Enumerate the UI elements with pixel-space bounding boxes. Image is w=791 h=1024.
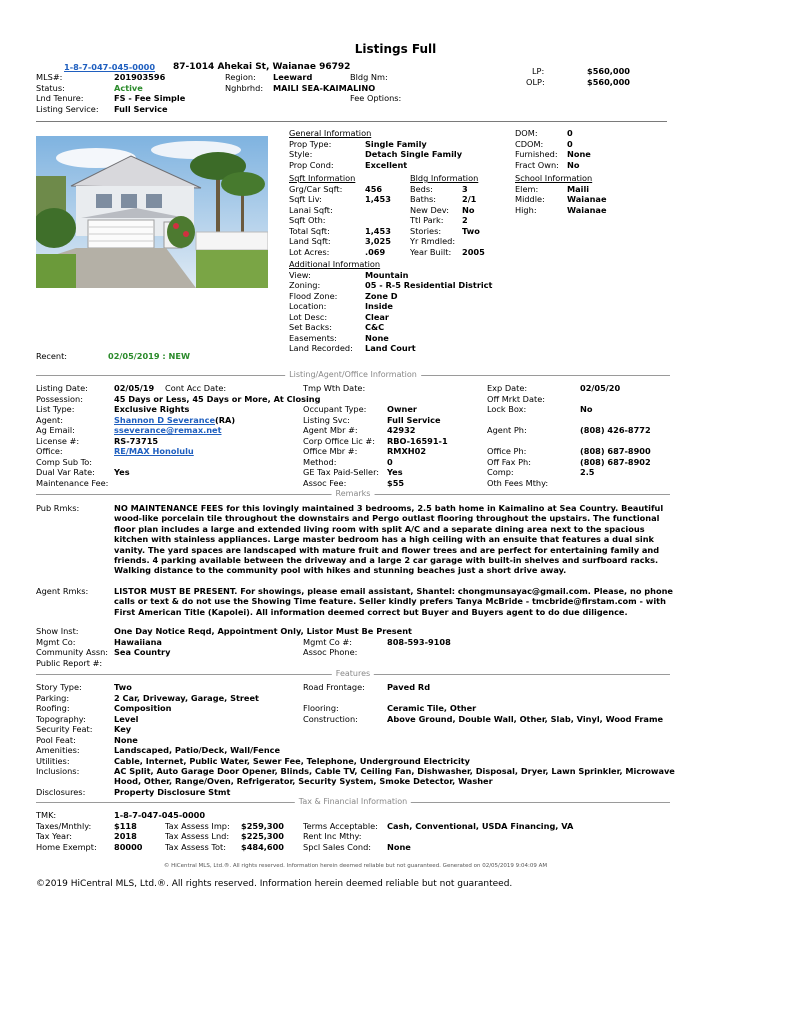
parking-value: 2 Car, Driveway, Garage, Street bbox=[114, 692, 259, 703]
lot-acres-value: .069 bbox=[365, 246, 386, 257]
agent-suffix: (RA) bbox=[215, 414, 236, 425]
roofing-value: Composition bbox=[114, 703, 172, 713]
location-value: Inside bbox=[365, 301, 393, 311]
occupant-value: Owner bbox=[387, 404, 417, 414]
nghbrhd-label: Nghbrhd: bbox=[225, 82, 264, 93]
beds-value: 3 bbox=[462, 183, 468, 194]
dual-var-label: Dual Var Rate: bbox=[36, 467, 95, 477]
agent-name-link[interactable]: Shannon D Severance bbox=[114, 414, 215, 425]
setbacks-label: Set Backs: bbox=[289, 322, 332, 332]
lock-box-label: Lock Box: bbox=[487, 404, 527, 414]
view-label: View: bbox=[289, 269, 311, 280]
office-link[interactable]: RE/MAX Honolulu bbox=[114, 446, 194, 456]
page-title: Listings Full bbox=[354, 42, 437, 56]
cdom-label: CDOM: bbox=[515, 138, 544, 149]
ttl-park-value: 2 bbox=[462, 215, 468, 225]
bldg-heading: Bldg Information bbox=[410, 173, 479, 183]
road-frontage-value: Paved Rd bbox=[387, 682, 431, 692]
bldg-label: Bldg Nm: bbox=[350, 72, 388, 82]
assess-lnd-label: Tax Assess Lnd: bbox=[165, 831, 230, 841]
region-label: Region: bbox=[225, 72, 256, 82]
lock-box-value: No bbox=[580, 404, 593, 414]
sqft-oth-label: Sqft Oth: bbox=[289, 215, 326, 225]
topography-value: Level bbox=[114, 713, 139, 724]
land-recorded-value: Land Court bbox=[365, 343, 416, 353]
flood-label: Flood Zone: bbox=[289, 290, 338, 301]
off-fax-label: Off Fax Ph: bbox=[487, 456, 531, 467]
dual-var-value: Yes bbox=[114, 467, 130, 477]
elem-value: Maili bbox=[567, 183, 590, 194]
corp-lic-label: Corp Office Lic #: bbox=[303, 435, 375, 446]
terms-value: Cash, Conventional, USDA Financing, VA bbox=[387, 820, 574, 831]
comp-sub-label: Comp Sub To: bbox=[36, 456, 93, 467]
inclusions-value: AC Split, Auto Garage Door Opener, Blinds, Cable TV, Ceiling Fan, Dishwasher, Disposal, Dryer, Lawn Sprinkler, Microwave Hood, Other, Range/Oven, Refrigerator, Security System, Smoke Detector, Washer bbox=[114, 766, 675, 787]
agent-label: Agent: bbox=[36, 414, 63, 425]
prop-type-label: Prop Type: bbox=[289, 138, 332, 149]
amenities-label: Amenities: bbox=[36, 745, 80, 755]
community-assn-value: Sea Country bbox=[114, 647, 171, 657]
license-label: License #: bbox=[36, 435, 80, 446]
rent-inc-label: Rent Inc Mthy: bbox=[303, 831, 362, 841]
assess-tot-value: $484,600 bbox=[241, 841, 284, 852]
dom-label: DOM: bbox=[515, 128, 538, 138]
ag-email-label: Ag Email: bbox=[36, 425, 75, 435]
office-mbr-label: Office Mbr #: bbox=[303, 446, 358, 456]
taxes-label: Taxes/Mnthly: bbox=[36, 820, 92, 831]
tenure-value: FS - Fee Simple bbox=[114, 93, 186, 103]
lp-label: LP: bbox=[532, 66, 545, 76]
flooring-value: Ceramic Tile, Other bbox=[387, 703, 477, 713]
pub-rmks-label: Pub Rmks: bbox=[36, 503, 80, 513]
assess-imp-value: $259,300 bbox=[241, 820, 284, 831]
lot-acres-label: Lot Acres: bbox=[289, 246, 330, 257]
mgmt-co-label: Mgmt Co: bbox=[36, 636, 76, 647]
middle-value: Waianae bbox=[567, 194, 607, 204]
features-section-divider bbox=[36, 669, 670, 679]
tmk-value: 1-8-7-047-045-0000 bbox=[114, 810, 206, 820]
assess-lnd-value: $225,300 bbox=[241, 831, 284, 841]
tmk-link[interactable]: 1-8-7-047-045-0000 bbox=[64, 62, 156, 72]
listing-date-value: 02/05/19 bbox=[114, 383, 155, 393]
utilities-label: Utilities: bbox=[36, 755, 70, 766]
property-address: 87-1014 Ahekai St, Waianae 96792 bbox=[173, 62, 351, 72]
agent-section-divider bbox=[36, 370, 670, 380]
beds-label: Beds: bbox=[410, 183, 433, 194]
setbacks-value: C&C bbox=[365, 322, 385, 332]
corp-lic-value: RBO-16591-1 bbox=[387, 435, 448, 446]
cond-label: Prop Cond: bbox=[289, 159, 334, 170]
fract-own-label: Fract Own: bbox=[515, 159, 559, 170]
school-heading: School Information bbox=[515, 173, 593, 183]
pub-remarks-text: NO MAINTENANCE FEES for this lovingly maintained 3 bedrooms, 2.5 bath home in Kaimalino at Sea Country. Beautiful wood-like porcelain tile throughout the downstairs and Pergo outlast flooring throughout the upstairs. The functional floor plan includes a large and extended living room with split A/C and a separate dining area next to the spacious kitchen with stainless appliances. Large master bedroom has a high ceiling with an ensuite that features a dual sink vanity. The yard spaces are landscaped with mature fruit and flower trees and are perfect for entertaining family and friends. 4 parking available between the driveway and a large 2 car garage with built-in shelves and surfboard racks. Walking distance to the community pool with hikes and stunning beaches just a short drive away. bbox=[114, 503, 664, 576]
office-label: Office: bbox=[36, 446, 63, 456]
service-label: Listing Service: bbox=[36, 103, 99, 114]
flood-value: Zone D bbox=[365, 290, 398, 301]
land-sqft-value: 3,025 bbox=[365, 236, 391, 246]
comp-label: Comp: bbox=[487, 467, 514, 477]
agent-mbr-label: Agent Mbr #: bbox=[303, 425, 358, 435]
agent-ph-label: Agent Ph: bbox=[487, 425, 527, 435]
roofing-label: Roofing: bbox=[36, 703, 70, 713]
community-assn-label: Community Assn: bbox=[36, 647, 109, 657]
prop-type-value: Single Family bbox=[365, 138, 427, 149]
amenities-value: Landscaped, Patio/Deck, Wall/Fence bbox=[114, 745, 281, 755]
spcl-sales-label: Spcl Sales Cond: bbox=[303, 841, 372, 852]
mgmt-co-no-value: 808-593-9108 bbox=[387, 636, 451, 647]
furnished-value: None bbox=[567, 149, 591, 159]
construction-value: Above Ground, Double Wall, Other, Slab, Vinyl, Wood Frame bbox=[387, 713, 664, 724]
lp-value: $560,000 bbox=[587, 66, 630, 76]
baths-label: Baths: bbox=[410, 194, 437, 204]
style-label: Style: bbox=[289, 149, 313, 159]
tax-year-value: 2018 bbox=[114, 831, 137, 841]
assoc-fee-label: Assoc Fee: bbox=[303, 477, 347, 488]
agent-ph-value: (808) 426-8772 bbox=[580, 425, 651, 435]
maintenance-fee-label: Maintenance Fee: bbox=[36, 477, 109, 488]
office-ph-value: (808) 687-8900 bbox=[580, 446, 651, 456]
recent-label: Recent: bbox=[36, 351, 68, 361]
mls-label: MLS#: bbox=[36, 72, 63, 82]
land-recorded-label: Land Recorded: bbox=[289, 343, 353, 353]
tmk-label: TMK: bbox=[36, 810, 57, 820]
home-exempt-label: Home Exempt: bbox=[36, 841, 97, 852]
listing-date-label: Listing Date: bbox=[36, 383, 88, 393]
agent-rmks-label: Agent Rmks: bbox=[36, 586, 89, 596]
fract-own-value: No bbox=[567, 159, 580, 170]
disclosures-value: Property Disclosure Stmt bbox=[114, 787, 231, 797]
construction-label: Construction: bbox=[303, 713, 358, 724]
listing-svc-value: Full Service bbox=[387, 414, 441, 425]
method-label: Method: bbox=[303, 456, 337, 467]
comp-value: 2.5 bbox=[580, 467, 595, 477]
remarks-section-title: Remarks bbox=[332, 489, 375, 499]
mgmt-co-value: Hawaiiana bbox=[114, 636, 162, 647]
public-report-label: Public Report #: bbox=[36, 657, 103, 668]
list-type-value: Exclusive Rights bbox=[114, 404, 190, 414]
location-label: Location: bbox=[289, 301, 327, 311]
lanai-label: Lanai Sqft: bbox=[289, 204, 333, 215]
tmp-wth-label: Tmp Wth Date: bbox=[303, 383, 366, 393]
view-value: Mountain bbox=[365, 269, 409, 280]
spcl-sales-value: None bbox=[387, 841, 411, 852]
story-type-value: Two bbox=[114, 682, 132, 692]
security-value: Key bbox=[114, 724, 132, 734]
road-frontage-label: Road Frontage: bbox=[303, 682, 365, 692]
utilities-value: Cable, Internet, Public Water, Sewer Fee, Telephone, Underground Electricity bbox=[114, 755, 471, 766]
assess-tot-label: Tax Assess Tot: bbox=[165, 841, 226, 852]
mls-value: 201903596 bbox=[114, 72, 166, 82]
dom-value: 0 bbox=[567, 128, 573, 138]
story-type-label: Story Type: bbox=[36, 682, 82, 692]
status-value: Active bbox=[114, 82, 143, 93]
elem-label: Elem: bbox=[515, 183, 539, 194]
tax-year-label: Tax Year: bbox=[36, 831, 73, 841]
license-value: RS-73715 bbox=[114, 435, 159, 446]
pool-label: Pool Feat: bbox=[36, 734, 76, 745]
sqft-liv-label: Sqft Liv: bbox=[289, 194, 322, 204]
new-dev-label: New Dev: bbox=[410, 204, 449, 215]
status-label: Status: bbox=[36, 82, 65, 93]
lot-desc-value: Clear bbox=[365, 311, 389, 322]
exp-date-label: Exp Date: bbox=[487, 383, 528, 393]
copyright-footer: ©2019 HiCentral MLS, Ltd.®. All rights reserved. Information herein deemed reliable but not guaranteed. bbox=[36, 879, 513, 889]
ge-tax-label: GE Tax Paid-Seller: bbox=[303, 467, 380, 477]
cond-value: Excellent bbox=[365, 159, 408, 170]
tenure-label: Lnd Tenure: bbox=[36, 93, 84, 103]
year-built-label: Year Built: bbox=[410, 246, 452, 257]
occupant-label: Occupant Type: bbox=[303, 404, 367, 414]
topography-label: Topography: bbox=[36, 713, 86, 724]
sqft-liv-value: 1,453 bbox=[365, 194, 391, 204]
generated-note: © HiCentral MLS, Ltd.®. All rights reserved. Information herein deemed reliable but not guaranteed. Generated on 02/05/2019 9:04:09 AM bbox=[163, 863, 548, 869]
agent-remarks-text: LISTOR MUST BE PRESENT. For showings, please email assistant, Shantel: chongmunsayac@gmail.com. Please, no phone calls or text & do not use the Showing Time feature. Seller kindly prefers Tanya McBride - tmcbride@firstam.com - with First American Title (Kapolei). All information deemed correct but Buyer and Buyers agent to do due diligence. bbox=[114, 586, 673, 617]
possession-label: Possession: bbox=[36, 393, 83, 404]
region-value: Leeward bbox=[273, 72, 313, 82]
stories-label: Stories: bbox=[410, 225, 442, 236]
yr-rmdled-label: Yr Rmdled: bbox=[410, 236, 456, 246]
tax-section-title: Tax & Financial Information bbox=[295, 797, 411, 807]
easements-label: Easements: bbox=[289, 332, 337, 343]
year-built-value: 2005 bbox=[462, 246, 485, 257]
land-sqft-label: Land Sqft: bbox=[289, 236, 331, 246]
ge-tax-value: Yes bbox=[387, 467, 403, 477]
agent-section-title: Listing/Agent/Office Information bbox=[285, 370, 421, 380]
service-value: Full Service bbox=[114, 103, 168, 114]
total-sqft-value: 1,453 bbox=[365, 225, 391, 236]
nghbrhd-value: MAILI SEA-KAIMALINO bbox=[273, 82, 376, 93]
olp-value: $560,000 bbox=[587, 77, 630, 87]
olp-label: OLP: bbox=[526, 77, 545, 87]
cdom-value: 0 bbox=[567, 138, 573, 149]
off-fax-value: (808) 687-8902 bbox=[580, 456, 651, 467]
list-type-label: List Type: bbox=[36, 404, 75, 414]
ag-email-link[interactable]: sseverance@remax.net bbox=[114, 425, 222, 435]
zoning-label: Zoning: bbox=[289, 280, 321, 290]
new-dev-value: No bbox=[462, 204, 475, 215]
high-value: Waianae bbox=[567, 204, 607, 215]
furnished-label: Furnished: bbox=[515, 149, 558, 159]
agent-mbr-value: 42932 bbox=[387, 425, 416, 435]
assoc-fee-value: $55 bbox=[387, 477, 405, 488]
zoning-value: 05 - R-5 Residential District bbox=[365, 280, 493, 290]
office-ph-label: Office Ph: bbox=[487, 446, 527, 456]
features-section-title: Features bbox=[332, 669, 374, 679]
show-inst-value: One Day Notice Reqd, Appointment Only, Listor Must Be Present bbox=[114, 626, 412, 636]
high-label: High: bbox=[515, 204, 537, 215]
parking-label: Parking: bbox=[36, 692, 70, 703]
easements-value: None bbox=[365, 332, 389, 343]
possession-value: 45 Days or Less, 45 Days or More, At Closing bbox=[114, 393, 321, 404]
method-value: 0 bbox=[387, 456, 393, 467]
assoc-phone-label: Assoc Phone: bbox=[303, 647, 358, 657]
pool-value: None bbox=[114, 734, 138, 745]
additional-heading: Additional Information bbox=[289, 259, 381, 269]
cont-acc-label: Cont Acc Date: bbox=[165, 383, 227, 393]
off-mrkt-label: Off Mrkt Date: bbox=[487, 393, 546, 404]
security-label: Security Feat: bbox=[36, 724, 93, 734]
general-heading: General Information bbox=[289, 128, 372, 138]
terms-label: Terms Acceptable: bbox=[303, 820, 378, 831]
grg-label: Grg/Car Sqft: bbox=[289, 183, 343, 194]
assess-imp-label: Tax Assess Imp: bbox=[165, 820, 230, 831]
exp-date-value: 02/05/20 bbox=[580, 383, 621, 393]
office-mbr-value: RMXH02 bbox=[387, 446, 427, 456]
recent-value: 02/05/2019 : NEW bbox=[108, 351, 191, 361]
inclusions-label: Inclusions: bbox=[36, 766, 80, 776]
taxes-value: $118 bbox=[114, 820, 137, 831]
fee-options-label: Fee Options: bbox=[350, 93, 402, 103]
oth-fees-label: Oth Fees Mthy: bbox=[487, 477, 549, 488]
property-photo bbox=[36, 136, 268, 288]
total-sqft-label: Total Sqft: bbox=[289, 225, 330, 236]
listing-svc-label: Listing Svc: bbox=[303, 414, 350, 425]
ttl-park-label: Ttl Park: bbox=[410, 215, 444, 225]
baths-value: 2/1 bbox=[462, 194, 477, 204]
show-inst-label: Show Inst: bbox=[36, 626, 79, 636]
lot-desc-label: Lot Desc: bbox=[289, 311, 328, 322]
disclosures-label: Disclosures: bbox=[36, 787, 86, 797]
home-exempt-value: 80000 bbox=[114, 841, 143, 852]
middle-label: Middle: bbox=[515, 194, 545, 204]
tax-section-divider bbox=[36, 797, 670, 807]
stories-value: Two bbox=[462, 225, 480, 236]
sqft-heading: Sqft Information bbox=[289, 173, 356, 183]
grg-value: 456 bbox=[365, 183, 383, 194]
remarks-section-divider bbox=[36, 489, 670, 499]
flooring-label: Flooring: bbox=[303, 703, 339, 713]
mgmt-co-no-label: Mgmt Co #: bbox=[303, 636, 352, 647]
style-value: Detach Single Family bbox=[365, 149, 463, 159]
